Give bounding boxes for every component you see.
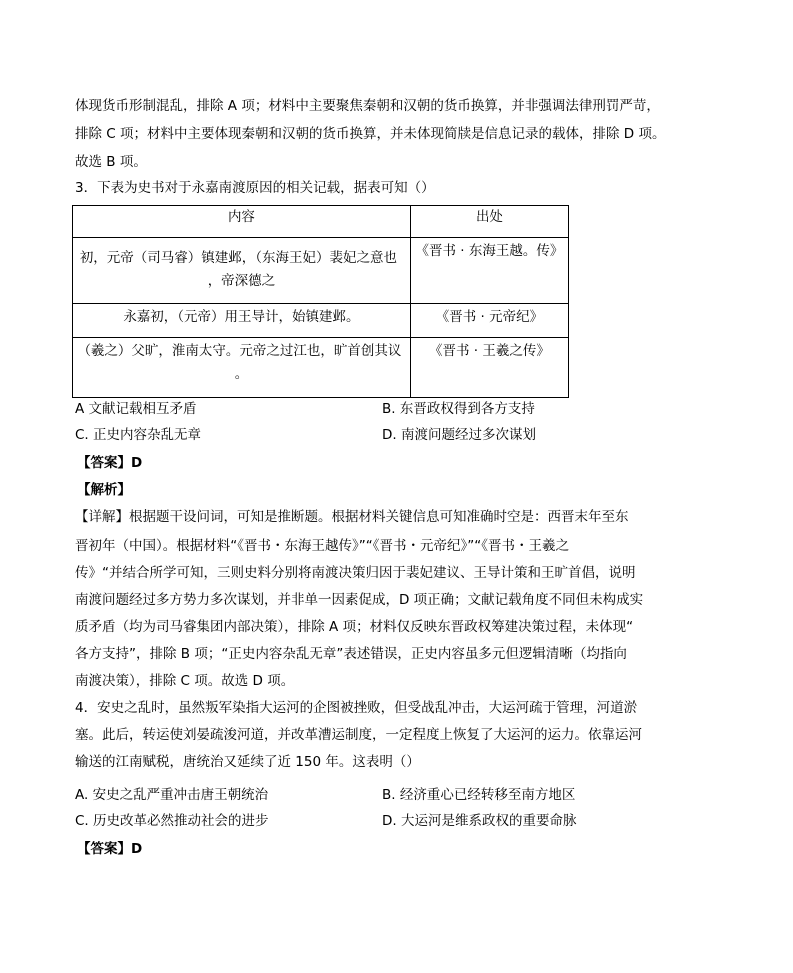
table-row xyxy=(73,338,569,398)
row-content xyxy=(73,338,411,398)
row-source xyxy=(410,238,568,304)
row-content xyxy=(73,238,411,304)
detail-line: 南渡决策），排除 C 项。故选 D 项。 xyxy=(75,673,295,689)
row-content xyxy=(73,304,411,338)
detail-line: 传》“并结合所学可知，三则史料分别将南渡决策归因于裴妃建议、王导计策和王旷首倡，说明 xyxy=(75,565,636,581)
answer-label: 【答案】D xyxy=(77,841,143,857)
option-d: D. 大运河是维系政权的重要命脉 xyxy=(382,813,577,829)
table-row xyxy=(73,304,569,338)
option-b: B. 东晋政权得到各方支持 xyxy=(382,401,535,417)
paragraph-line: 故选 B 项。 xyxy=(75,154,147,170)
answer-label: 【答案】D xyxy=(77,455,143,471)
header-content: 内容 xyxy=(73,206,411,238)
table-row xyxy=(73,238,569,304)
content-line: 永嘉初，（元帝）用王导计，始镇建邺。 xyxy=(123,309,360,325)
detail-line: 各方支持”，排除 B 项；“正史内容杂乱无章”表述错误，正史内容虽多元但逻辑清晰（均指向 xyxy=(75,646,627,662)
detail-line: 晋初年（中国）。根据材料“《晋书・东海王越传》”“《晋书・元帝纪》”“《晋书・王羲之 xyxy=(75,538,569,554)
detail-line: 质矛盾（均为司马睿集团内部决策），排除 A 项；材料仅反映东晋政权筹建决策过程，未体现“ xyxy=(75,619,634,635)
row-source xyxy=(410,338,568,398)
source-text: 《晋书 · 元帝纪》 xyxy=(435,309,544,325)
detail-line: 【详解】根据题干设问词，可知是推断题。根据材料关键信息可知准确时空是：西晋末年至东 xyxy=(75,509,629,525)
question-4-stem-line: 输送的江南赋税，唐统治又延续了近 150 年。这表明（） xyxy=(75,754,420,770)
header-source: 出处 xyxy=(410,206,568,238)
content-line: （羲之）父旷，淮南太守。元帝之过江也，旷首创其议 xyxy=(77,343,402,359)
option-c: C. 正史内容杂乱无章 xyxy=(75,427,202,443)
option-b: B. 经济重心已经转移至南方地区 xyxy=(382,787,576,803)
analysis-label: 【解析】 xyxy=(77,482,131,498)
option-d: D. 南渡问题经过多次谋划 xyxy=(382,427,536,443)
option-a: A 文献记载相互矛盾 xyxy=(75,401,197,417)
question-4-stem-line: 4．安史之乱时，虽然叛军染指大运河的企图被挫败，但受战乱冲击，大运河疏于管理，河道淤 xyxy=(75,700,638,716)
content-line: 初，元帝（司马睿）镇建邺，（东海王妃）裴妃之意也 xyxy=(79,250,398,266)
option-a: A. 安史之乱严重冲击唐王朝统治 xyxy=(75,787,269,803)
question-4-stem-line: 塞。此后，转运使刘晏疏浚河道，并改革漕运制度，一定程度上恢复了大运河的运力。依靠运河 xyxy=(75,727,642,743)
source-table xyxy=(72,205,569,398)
content-line: ，帝深德之 xyxy=(207,273,276,289)
paragraph-line: 排除 C 项；材料中主要体现秦朝和汉朝的货币换算，并未体现简牍是信息记录的载体，排除 D 项。 xyxy=(75,126,666,142)
detail-line: 南渡问题经过多方势力多次谋划，并非单一因素促成，D 项正确；文献记载角度不同但未构成实 xyxy=(75,592,644,608)
question-3-stem: 3．下表为史书对于永嘉南渡原因的相关记载，据表可知（） xyxy=(75,180,435,196)
content-line: 。 xyxy=(234,366,249,382)
paragraph-line: 体现货币形制混乱，排除 A 项；材料中主要聚焦秦朝和汉朝的货币换算，并非强调法律刑罚严苛， xyxy=(75,98,660,114)
table-header-row xyxy=(73,206,569,238)
source-text: 《晋书 · 王羲之传》 xyxy=(429,343,550,359)
row-source xyxy=(410,304,568,338)
source-text: 《晋书 · 东海王越。传》 xyxy=(415,243,564,259)
option-c: C. 历史改革必然推动社会的进步 xyxy=(75,813,269,829)
